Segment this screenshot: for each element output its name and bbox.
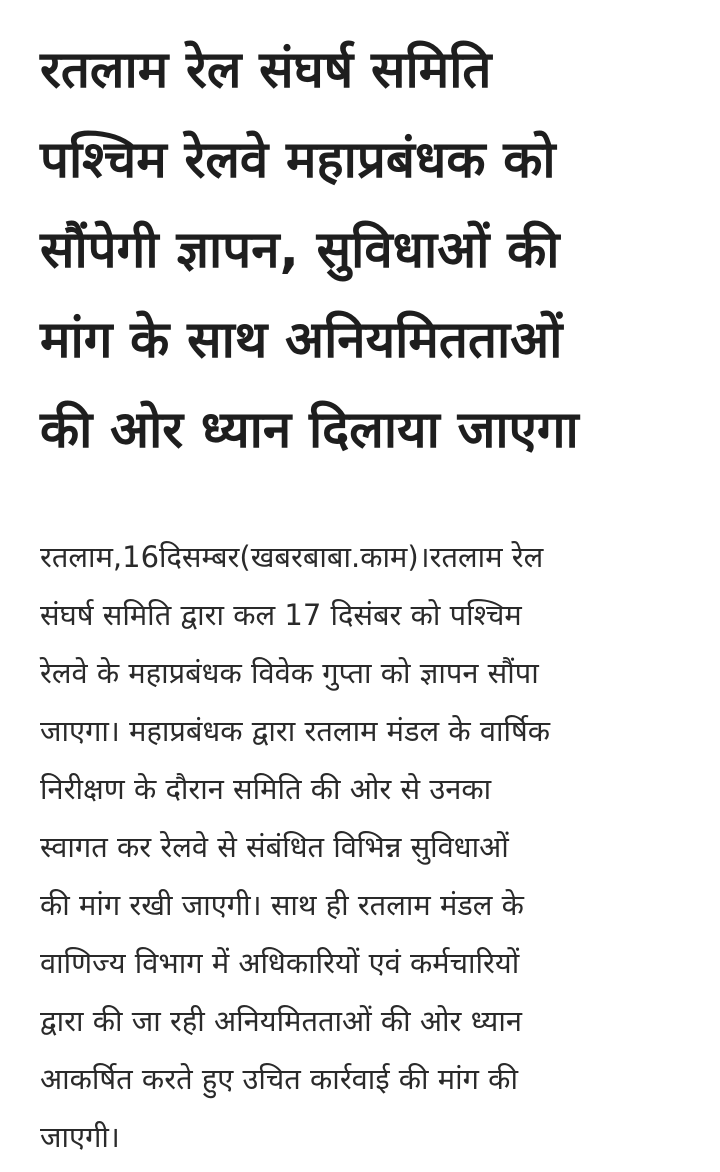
headline-line: मांग के साथ अनियमितताओं <box>40 311 563 370</box>
body-line: जाएगी। <box>40 1120 120 1154</box>
headline-line: की ओर ध्यान दिलाया जाएगा <box>40 401 579 460</box>
body-line: द्वारा की जा रही अनियमितताओं की ओर ध्यान <box>40 1004 522 1038</box>
body-line: निरीक्षण के दौरान समिति की ओर से उनका <box>40 772 492 806</box>
body-line: संघर्ष समिति द्वारा कल 17 दिसंबर को पश्चिम <box>40 598 522 632</box>
body-line: जाएगा। महाप्रबंधक द्वारा रतलाम मंडल के वार्षिक <box>40 714 551 748</box>
headline-line: रतलाम रेल संघर्ष समिति <box>40 41 492 100</box>
body-line: की मांग रखी जाएगी। साथ ही रतलाम मंडल के <box>40 888 524 922</box>
body-line: रतलाम,16दिसम्बर(खबरबाबा.काम)।रतलाम रेल <box>40 540 544 574</box>
body-line: रेलवे के महाप्रबंधक विवेक गुप्ता को ज्ञापन सौंपा <box>40 656 539 690</box>
body-line: वाणिज्य विभाग में अधिकारियों एवं कर्मचारियों <box>40 946 520 980</box>
article-body <box>40 528 682 1166</box>
body-line: स्वागत कर रेलवे से संबंधित विभिन्न सुविधाओं <box>40 830 509 864</box>
headline-line: सौंपेगी ज्ञापन, सुविधाओं की <box>40 221 560 280</box>
headline-line: पश्चिम रेलवे महाप्रबंधक को <box>40 131 556 190</box>
article-headline <box>40 26 682 476</box>
body-line: आकर्षित करते हुए उचित कार्रवाई की मांग की <box>40 1062 518 1096</box>
